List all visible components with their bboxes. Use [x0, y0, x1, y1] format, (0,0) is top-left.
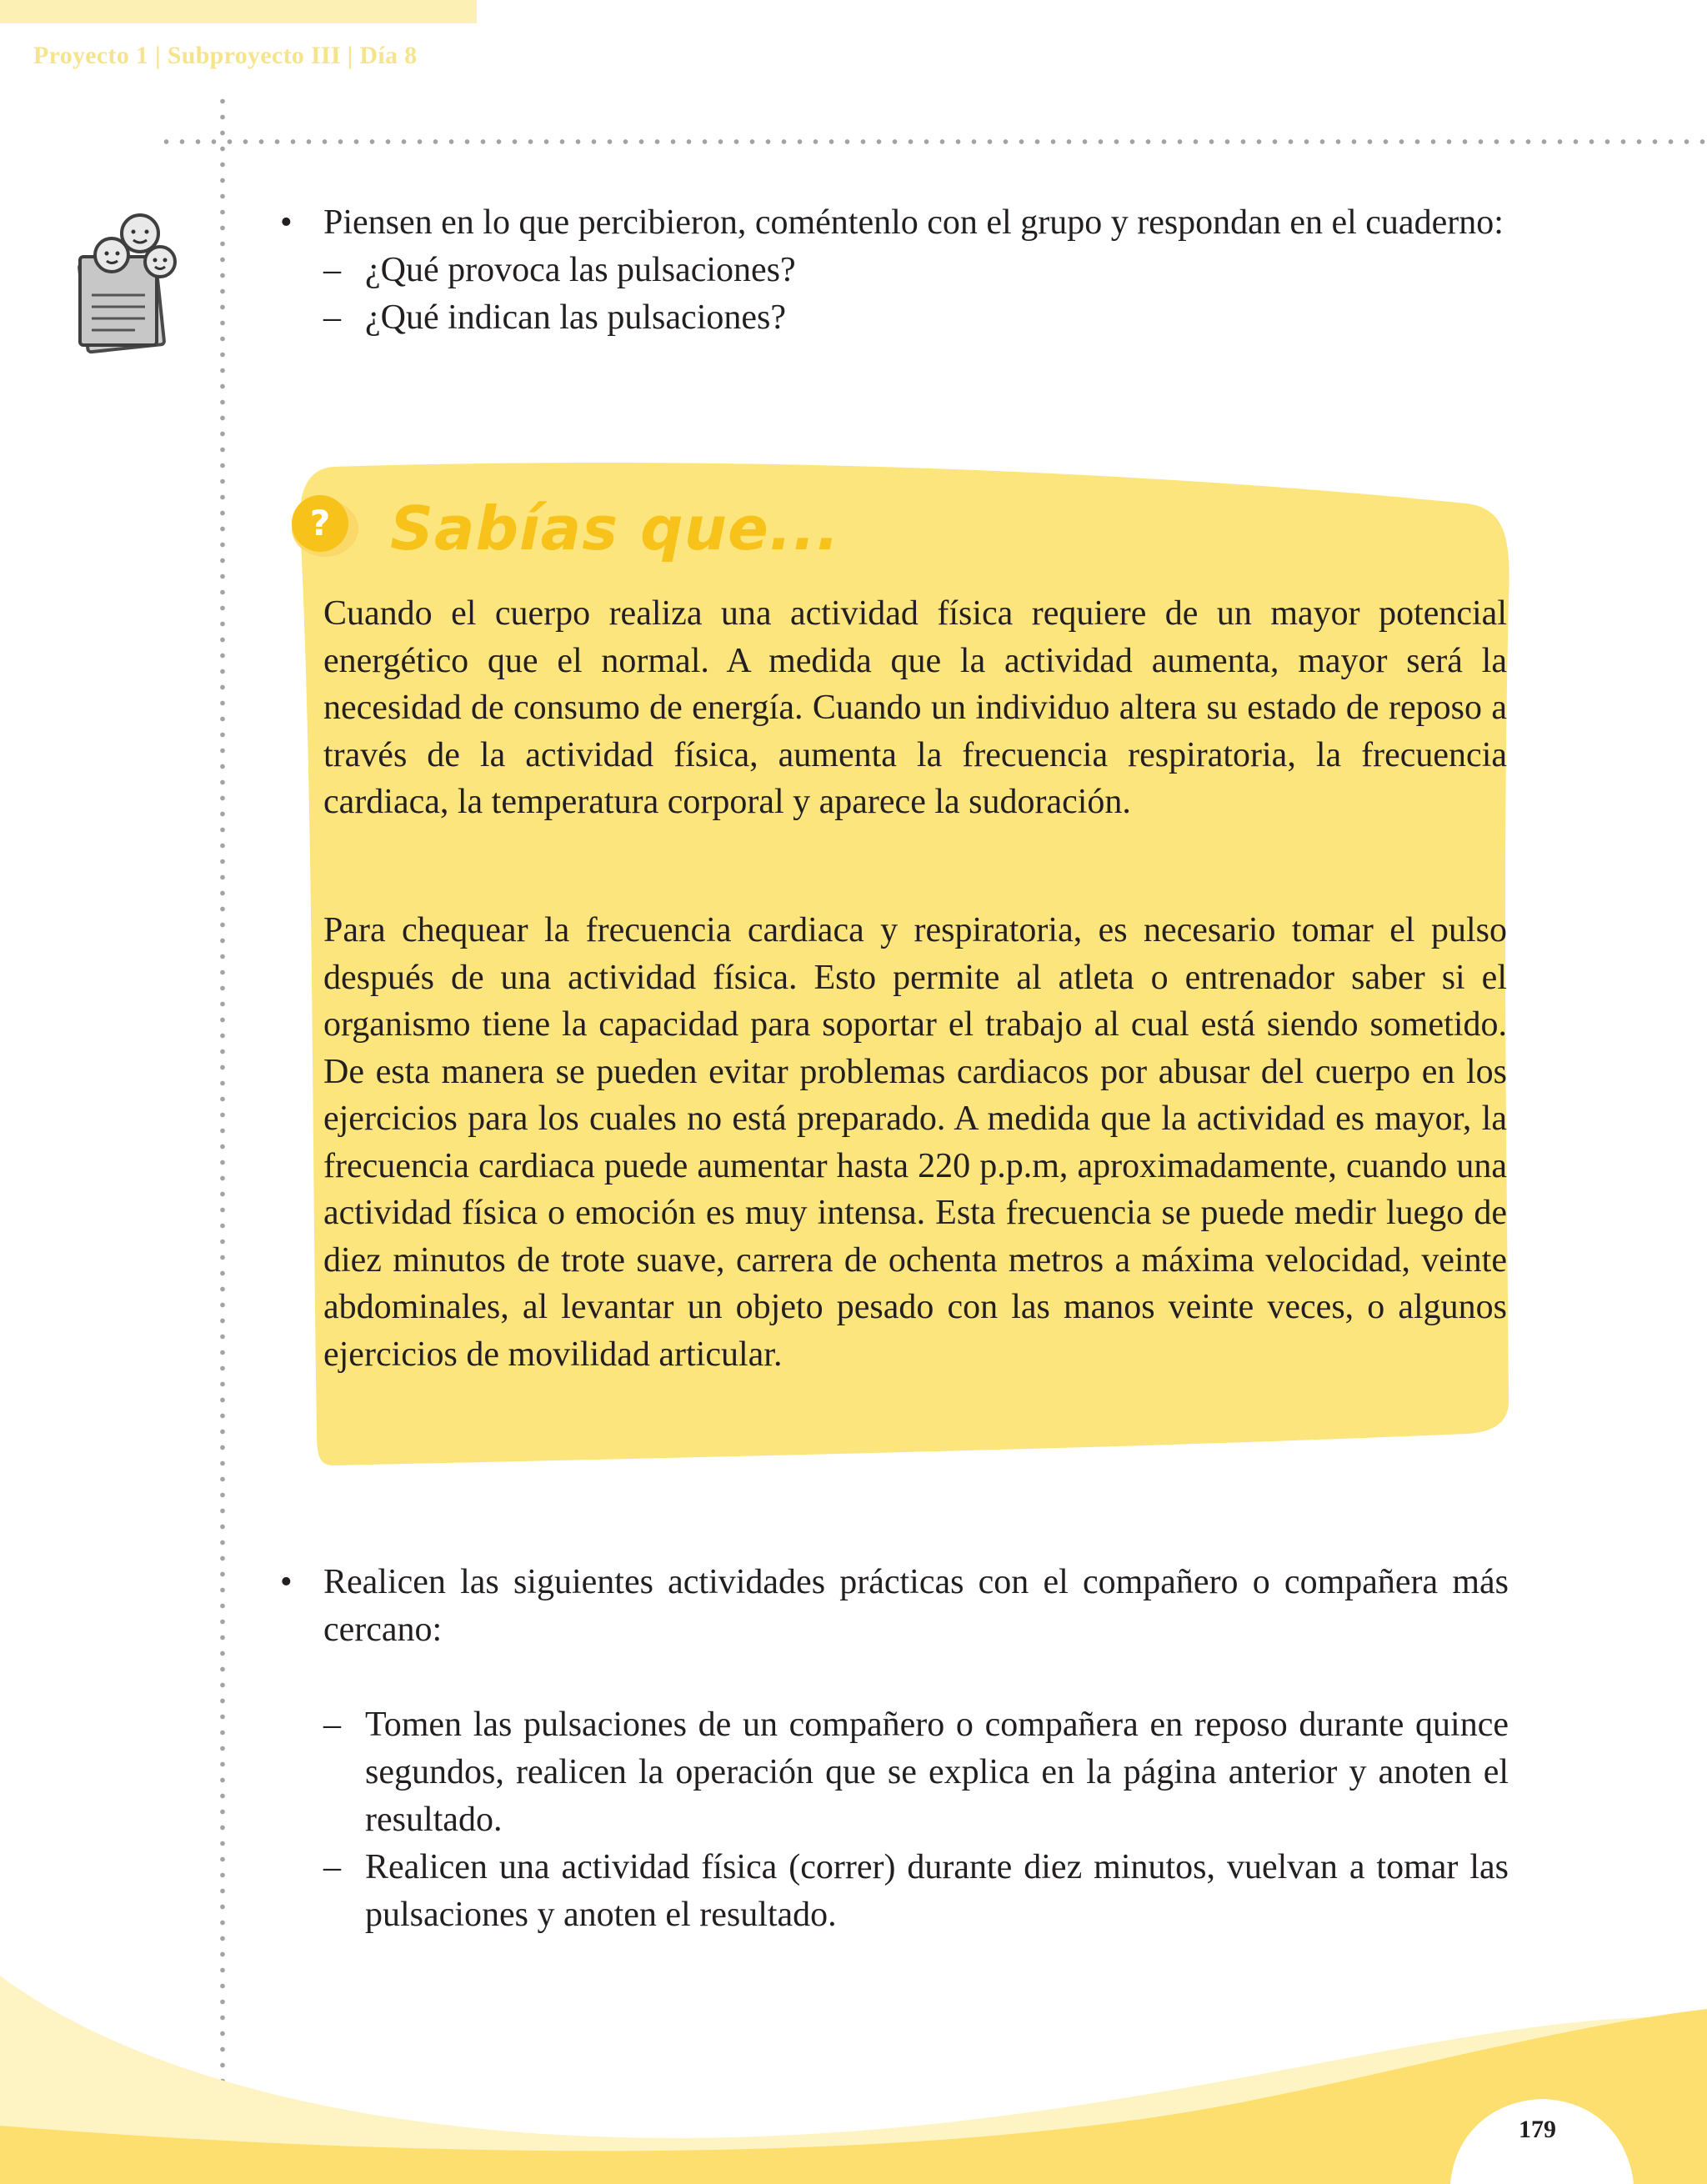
- sabias-que-paragraph-2: Para chequear la frecuencia cardiaca y respiratoria, es necesario tomar el pulso después de una actividad física. Esto permite al atleta o entrenador saber si el organismo tiene la capacidad para soportar el trabajo al cual está siendo sometido. De esta manera se pueden evitar problemas cardiacos por abusar del cuerpo en los ejercicios para los cuales no está preparado. A medida que la actividad es mayor, la frecuencia cardiaca puede aumentar hasta 220 p.p.m, aproximadamente, cuando una actividad física o emoción es muy intensa. Esta frecuencia se puede medir luego de diez minutos de trote suave, carrera de ochenta metros a máxima velocidad, veinte abdominales, al levantar un objeto pesado con las manos veinte veces, o algunos ejercicios de movilidad articular.: [323, 911, 1507, 1374]
- bullet-marker: •: [280, 203, 293, 242]
- page-number: 179: [1519, 2116, 1556, 2143]
- task-item: [323, 1701, 1509, 1844]
- dash-marker: –: [323, 298, 341, 337]
- children-notebook-icon: [73, 208, 190, 358]
- question-text: ¿Qué provoca las pulsaciones?: [365, 251, 796, 289]
- task-text: Tomen las pulsaciones de un compañero o compañera en reposo durante quince segundos, realicen la operación que se explica en la página anterior y anoten el resultado.: [365, 1706, 1509, 1839]
- section-activities: [280, 1559, 1509, 1939]
- reflection-intro: Piensen en lo que percibieron, coméntenlo con el grupo y respondan en el cuaderno:: [323, 203, 1504, 242]
- dotted-divider-vertical: [220, 93, 225, 2184]
- bullet-marker: •: [280, 1563, 293, 1601]
- question-item: [323, 294, 1509, 342]
- task-item: [323, 1844, 1509, 1939]
- dash-marker: –: [323, 251, 341, 289]
- activities-intro: Realicen las siguientes actividades prácticas con el compañero o compañera más cercano:: [323, 1563, 1509, 1649]
- sabias-que-title: Sabías que...: [390, 493, 840, 564]
- dotted-divider-horizontal: [158, 139, 1707, 144]
- question-text: ¿Qué indican las pulsaciones?: [365, 298, 786, 337]
- question-badge-icon: [285, 492, 360, 560]
- section-reflection: [280, 199, 1509, 342]
- sabias-que-paragraph-1: Cuando el cuerpo realiza una actividad física requiere de un mayor potencial energético que el normal. A medida que la actividad aumenta, mayor será la necesidad de consumo de energía. Cuando un individuo altera su estado de reposo a través de la actividad física, aumenta la frecuencia respiratoria, la frecuencia cardiaca, la temperatura corporal y aparece la sudoración.: [323, 594, 1507, 821]
- bottom-decorative-wave: [0, 1959, 1707, 2184]
- top-accent-bar: [0, 0, 477, 23]
- dash-marker: –: [323, 1706, 341, 1744]
- question-badge-glyph: ?: [309, 503, 331, 543]
- task-text: Realicen una actividad física (correr) durante diez minutos, vuelvan a tomar las pulsaciones y anoten el resultado.: [365, 1848, 1509, 1934]
- dash-marker: –: [323, 1848, 341, 1886]
- page-breadcrumb: Proyecto 1 | Subproyecto III | Día 8: [33, 42, 418, 69]
- question-item: [323, 247, 1509, 294]
